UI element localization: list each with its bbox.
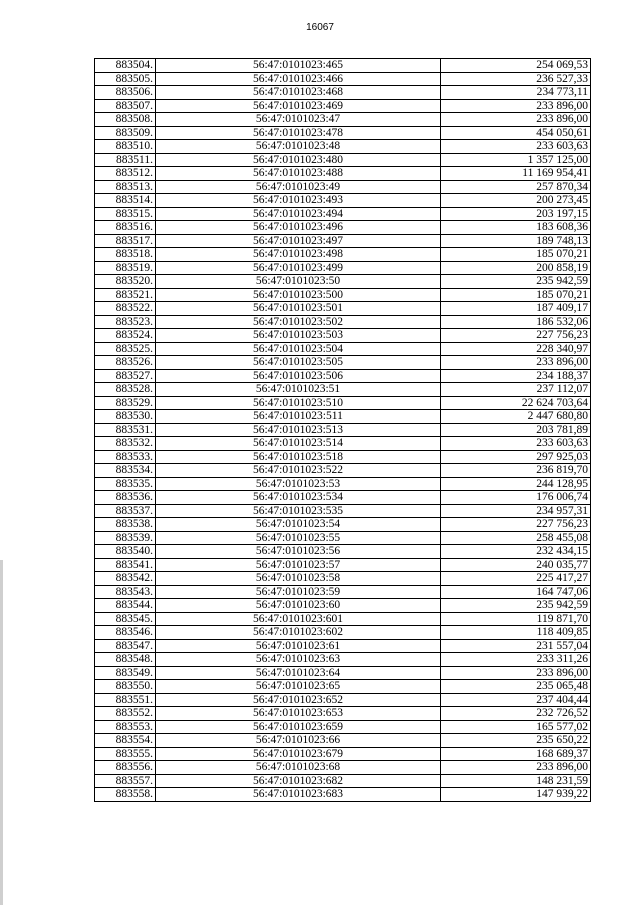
cadastral-number: 56:47:0101023:513 bbox=[156, 423, 441, 437]
row-number: 883546. bbox=[95, 626, 156, 640]
cadastral-number: 56:47:0101023:488 bbox=[156, 167, 441, 181]
cadastral-value: 244 128,95 bbox=[441, 477, 591, 491]
table-row bbox=[95, 788, 591, 802]
cadastral-number: 56:47:0101023:56 bbox=[156, 545, 441, 559]
cadastral-number: 56:47:0101023:659 bbox=[156, 720, 441, 734]
table-row bbox=[95, 653, 591, 667]
row-number: 883532. bbox=[95, 437, 156, 451]
cadastral-value: 233 896,00 bbox=[441, 99, 591, 113]
cadastral-number: 56:47:0101023:54 bbox=[156, 518, 441, 532]
row-number: 883542. bbox=[95, 572, 156, 586]
cadastral-number: 56:47:0101023:602 bbox=[156, 626, 441, 640]
row-number: 883512. bbox=[95, 167, 156, 181]
table-row bbox=[95, 599, 591, 613]
cadastral-value: 234 957,31 bbox=[441, 504, 591, 518]
cadastral-number: 56:47:0101023:57 bbox=[156, 558, 441, 572]
row-number: 883508. bbox=[95, 113, 156, 127]
cadastral-value: 1 357 125,00 bbox=[441, 153, 591, 167]
table-row bbox=[95, 761, 591, 775]
cadastral-value: 227 756,23 bbox=[441, 518, 591, 532]
table-row bbox=[95, 329, 591, 343]
cadastral-value: 227 756,23 bbox=[441, 329, 591, 343]
row-number: 883507. bbox=[95, 99, 156, 113]
table-row bbox=[95, 396, 591, 410]
cadastral-number: 56:47:0101023:465 bbox=[156, 59, 441, 73]
table-body bbox=[95, 59, 591, 802]
table-row bbox=[95, 680, 591, 694]
cadastral-number: 56:47:0101023:534 bbox=[156, 491, 441, 505]
cadastral-number: 56:47:0101023:601 bbox=[156, 612, 441, 626]
cadastral-number: 56:47:0101023:55 bbox=[156, 531, 441, 545]
cadastral-value: 187 409,17 bbox=[441, 302, 591, 316]
cadastral-value: 183 608,36 bbox=[441, 221, 591, 235]
row-number: 883545. bbox=[95, 612, 156, 626]
row-number: 883523. bbox=[95, 315, 156, 329]
table-row bbox=[95, 126, 591, 140]
row-number: 883538. bbox=[95, 518, 156, 532]
cadastral-number: 56:47:0101023:68 bbox=[156, 761, 441, 775]
row-number: 883553. bbox=[95, 720, 156, 734]
row-number: 883525. bbox=[95, 342, 156, 356]
cadastral-value: 200 858,19 bbox=[441, 261, 591, 275]
cadastral-value: 185 070,21 bbox=[441, 288, 591, 302]
cadastral-value: 236 527,33 bbox=[441, 72, 591, 86]
row-number: 883548. bbox=[95, 653, 156, 667]
table-row bbox=[95, 558, 591, 572]
cadastral-value: 234 773,11 bbox=[441, 86, 591, 100]
cadastral-value: 234 188,37 bbox=[441, 369, 591, 383]
row-number: 883535. bbox=[95, 477, 156, 491]
cadastral-number: 56:47:0101023:653 bbox=[156, 707, 441, 721]
row-number: 883555. bbox=[95, 747, 156, 761]
cadastral-value: 22 624 703,64 bbox=[441, 396, 591, 410]
cadastral-value: 225 417,27 bbox=[441, 572, 591, 586]
cadastral-value: 235 065,48 bbox=[441, 680, 591, 694]
table-row bbox=[95, 518, 591, 532]
table-row bbox=[95, 612, 591, 626]
table-row bbox=[95, 342, 591, 356]
table-row bbox=[95, 234, 591, 248]
table-row bbox=[95, 666, 591, 680]
cadastral-value: 233 896,00 bbox=[441, 113, 591, 127]
row-number: 883530. bbox=[95, 410, 156, 424]
row-number: 883539. bbox=[95, 531, 156, 545]
cadastral-number: 56:47:0101023:510 bbox=[156, 396, 441, 410]
table-row bbox=[95, 410, 591, 424]
cadastral-value: 203 781,89 bbox=[441, 423, 591, 437]
cadastral-value: 232 434,15 bbox=[441, 545, 591, 559]
cadastral-number: 56:47:0101023:505 bbox=[156, 356, 441, 370]
cadastral-number: 56:47:0101023:58 bbox=[156, 572, 441, 586]
table-row bbox=[95, 72, 591, 86]
table-row bbox=[95, 734, 591, 748]
table-row bbox=[95, 99, 591, 113]
table-row bbox=[95, 383, 591, 397]
row-number: 883558. bbox=[95, 788, 156, 802]
cadastral-number: 56:47:0101023:502 bbox=[156, 315, 441, 329]
cadastral-number: 56:47:0101023:497 bbox=[156, 234, 441, 248]
row-number: 883506. bbox=[95, 86, 156, 100]
cadastral-number: 56:47:0101023:499 bbox=[156, 261, 441, 275]
cadastral-number: 56:47:0101023:478 bbox=[156, 126, 441, 140]
cadastral-number: 56:47:0101023:480 bbox=[156, 153, 441, 167]
cadastral-number: 56:47:0101023:511 bbox=[156, 410, 441, 424]
cadastral-value: 119 871,70 bbox=[441, 612, 591, 626]
cadastral-value: 254 069,53 bbox=[441, 59, 591, 73]
cadastral-number: 56:47:0101023:503 bbox=[156, 329, 441, 343]
cadastral-number: 56:47:0101023:65 bbox=[156, 680, 441, 694]
cadastral-value: 189 748,13 bbox=[441, 234, 591, 248]
table-row bbox=[95, 572, 591, 586]
table-row bbox=[95, 275, 591, 289]
cadastral-number: 56:47:0101023:59 bbox=[156, 585, 441, 599]
cadastral-value: 257 870,34 bbox=[441, 180, 591, 194]
cadastral-value-table bbox=[94, 58, 591, 802]
row-number: 883531. bbox=[95, 423, 156, 437]
table-row bbox=[95, 464, 591, 478]
row-number: 883509. bbox=[95, 126, 156, 140]
table-row bbox=[95, 356, 591, 370]
cadastral-value: 118 409,85 bbox=[441, 626, 591, 640]
table-row bbox=[95, 302, 591, 316]
cadastral-number: 56:47:0101023:683 bbox=[156, 788, 441, 802]
cadastral-value: 235 942,59 bbox=[441, 275, 591, 289]
cadastral-value: 233 603,63 bbox=[441, 437, 591, 451]
table-row bbox=[95, 747, 591, 761]
table-row bbox=[95, 113, 591, 127]
cadastral-number: 56:47:0101023:506 bbox=[156, 369, 441, 383]
cadastral-value: 186 532,06 bbox=[441, 315, 591, 329]
row-number: 883511. bbox=[95, 153, 156, 167]
table-row bbox=[95, 477, 591, 491]
table-row bbox=[95, 639, 591, 653]
cadastral-value: 168 689,37 bbox=[441, 747, 591, 761]
cadastral-value: 228 340,97 bbox=[441, 342, 591, 356]
table-row bbox=[95, 626, 591, 640]
cadastral-value: 233 896,00 bbox=[441, 666, 591, 680]
row-number: 883527. bbox=[95, 369, 156, 383]
row-number: 883516. bbox=[95, 221, 156, 235]
table-row bbox=[95, 153, 591, 167]
table-row bbox=[95, 221, 591, 235]
table-row bbox=[95, 59, 591, 73]
row-number: 883515. bbox=[95, 207, 156, 221]
cadastral-number: 56:47:0101023:63 bbox=[156, 653, 441, 667]
cadastral-value: 258 455,08 bbox=[441, 531, 591, 545]
cadastral-value: 233 311,26 bbox=[441, 653, 591, 667]
cadastral-number: 56:47:0101023:466 bbox=[156, 72, 441, 86]
cadastral-number: 56:47:0101023:652 bbox=[156, 693, 441, 707]
cadastral-number: 56:47:0101023:61 bbox=[156, 639, 441, 653]
cadastral-value: 233 896,00 bbox=[441, 356, 591, 370]
cadastral-value: 237 404,44 bbox=[441, 693, 591, 707]
cadastral-number: 56:47:0101023:498 bbox=[156, 248, 441, 262]
cadastral-value: 235 942,59 bbox=[441, 599, 591, 613]
cadastral-value: 165 577,02 bbox=[441, 720, 591, 734]
cadastral-number: 56:47:0101023:682 bbox=[156, 774, 441, 788]
row-number: 883513. bbox=[95, 180, 156, 194]
cadastral-value: 454 050,61 bbox=[441, 126, 591, 140]
cadastral-number: 56:47:0101023:48 bbox=[156, 140, 441, 154]
cadastral-value: 237 112,07 bbox=[441, 383, 591, 397]
cadastral-value: 232 726,52 bbox=[441, 707, 591, 721]
cadastral-number: 56:47:0101023:50 bbox=[156, 275, 441, 289]
cadastral-value: 203 197,15 bbox=[441, 207, 591, 221]
cadastral-value: 185 070,21 bbox=[441, 248, 591, 262]
table-row bbox=[95, 585, 591, 599]
row-number: 883534. bbox=[95, 464, 156, 478]
row-number: 883556. bbox=[95, 761, 156, 775]
table-row bbox=[95, 693, 591, 707]
row-number: 883529. bbox=[95, 396, 156, 410]
cadastral-value: 236 819,70 bbox=[441, 464, 591, 478]
cadastral-number: 56:47:0101023:47 bbox=[156, 113, 441, 127]
cadastral-value: 148 231,59 bbox=[441, 774, 591, 788]
cadastral-value: 297 925,03 bbox=[441, 450, 591, 464]
cadastral-value: 164 747,06 bbox=[441, 585, 591, 599]
cadastral-number: 56:47:0101023:522 bbox=[156, 464, 441, 478]
table-row bbox=[95, 437, 591, 451]
cadastral-value: 233 896,00 bbox=[441, 761, 591, 775]
row-number: 883504. bbox=[95, 59, 156, 73]
table-row bbox=[95, 288, 591, 302]
row-number: 883524. bbox=[95, 329, 156, 343]
table-row bbox=[95, 707, 591, 721]
cadastral-number: 56:47:0101023:64 bbox=[156, 666, 441, 680]
cadastral-value: 233 603,63 bbox=[441, 140, 591, 154]
cadastral-value: 231 557,04 bbox=[441, 639, 591, 653]
row-number: 883533. bbox=[95, 450, 156, 464]
table-row bbox=[95, 315, 591, 329]
table-row bbox=[95, 167, 591, 181]
row-number: 883536. bbox=[95, 491, 156, 505]
row-number: 883505. bbox=[95, 72, 156, 86]
row-number: 883518. bbox=[95, 248, 156, 262]
cadastral-number: 56:47:0101023:494 bbox=[156, 207, 441, 221]
row-number: 883522. bbox=[95, 302, 156, 316]
row-number: 883528. bbox=[95, 383, 156, 397]
cadastral-number: 56:47:0101023:493 bbox=[156, 194, 441, 208]
cadastral-number: 56:47:0101023:518 bbox=[156, 450, 441, 464]
table-row bbox=[95, 450, 591, 464]
row-number: 883519. bbox=[95, 261, 156, 275]
row-number: 883514. bbox=[95, 194, 156, 208]
table-row bbox=[95, 248, 591, 262]
cadastral-value: 235 650,22 bbox=[441, 734, 591, 748]
row-number: 883537. bbox=[95, 504, 156, 518]
scan-edge-shadow bbox=[0, 560, 3, 905]
cadastral-number: 56:47:0101023:51 bbox=[156, 383, 441, 397]
cadastral-number: 56:47:0101023:53 bbox=[156, 477, 441, 491]
table-row bbox=[95, 369, 591, 383]
cadastral-number: 56:47:0101023:49 bbox=[156, 180, 441, 194]
table-row bbox=[95, 545, 591, 559]
cadastral-number: 56:47:0101023:514 bbox=[156, 437, 441, 451]
row-number: 883540. bbox=[95, 545, 156, 559]
cadastral-number: 56:47:0101023:496 bbox=[156, 221, 441, 235]
table-row bbox=[95, 180, 591, 194]
cadastral-number: 56:47:0101023:469 bbox=[156, 99, 441, 113]
cadastral-value: 11 169 954,41 bbox=[441, 167, 591, 181]
row-number: 883557. bbox=[95, 774, 156, 788]
row-number: 883547. bbox=[95, 639, 156, 653]
row-number: 883510. bbox=[95, 140, 156, 154]
table-row bbox=[95, 720, 591, 734]
cadastral-number: 56:47:0101023:535 bbox=[156, 504, 441, 518]
row-number: 883554. bbox=[95, 734, 156, 748]
row-number: 883521. bbox=[95, 288, 156, 302]
cadastral-number: 56:47:0101023:60 bbox=[156, 599, 441, 613]
cadastral-value: 240 035,77 bbox=[441, 558, 591, 572]
table-row bbox=[95, 194, 591, 208]
row-number: 883520. bbox=[95, 275, 156, 289]
row-number: 883517. bbox=[95, 234, 156, 248]
row-number: 883543. bbox=[95, 585, 156, 599]
row-number: 883549. bbox=[95, 666, 156, 680]
table-row bbox=[95, 423, 591, 437]
cadastral-number: 56:47:0101023:679 bbox=[156, 747, 441, 761]
table-row bbox=[95, 207, 591, 221]
row-number: 883550. bbox=[95, 680, 156, 694]
cadastral-value: 200 273,45 bbox=[441, 194, 591, 208]
cadastral-number: 56:47:0101023:66 bbox=[156, 734, 441, 748]
cadastral-value: 2 447 680,80 bbox=[441, 410, 591, 424]
table-row bbox=[95, 531, 591, 545]
row-number: 883551. bbox=[95, 693, 156, 707]
cadastral-number: 56:47:0101023:468 bbox=[156, 86, 441, 100]
cadastral-value: 147 939,22 bbox=[441, 788, 591, 802]
cadastral-value: 176 006,74 bbox=[441, 491, 591, 505]
table-row bbox=[95, 504, 591, 518]
table-row bbox=[95, 491, 591, 505]
cadastral-number: 56:47:0101023:500 bbox=[156, 288, 441, 302]
row-number: 883552. bbox=[95, 707, 156, 721]
table-row bbox=[95, 774, 591, 788]
row-number: 883526. bbox=[95, 356, 156, 370]
cadastral-number: 56:47:0101023:501 bbox=[156, 302, 441, 316]
cadastral-number: 56:47:0101023:504 bbox=[156, 342, 441, 356]
table-row bbox=[95, 140, 591, 154]
row-number: 883541. bbox=[95, 558, 156, 572]
row-number: 883544. bbox=[95, 599, 156, 613]
table-row bbox=[95, 261, 591, 275]
table-row bbox=[95, 86, 591, 100]
page-number: 16067 bbox=[306, 22, 334, 33]
